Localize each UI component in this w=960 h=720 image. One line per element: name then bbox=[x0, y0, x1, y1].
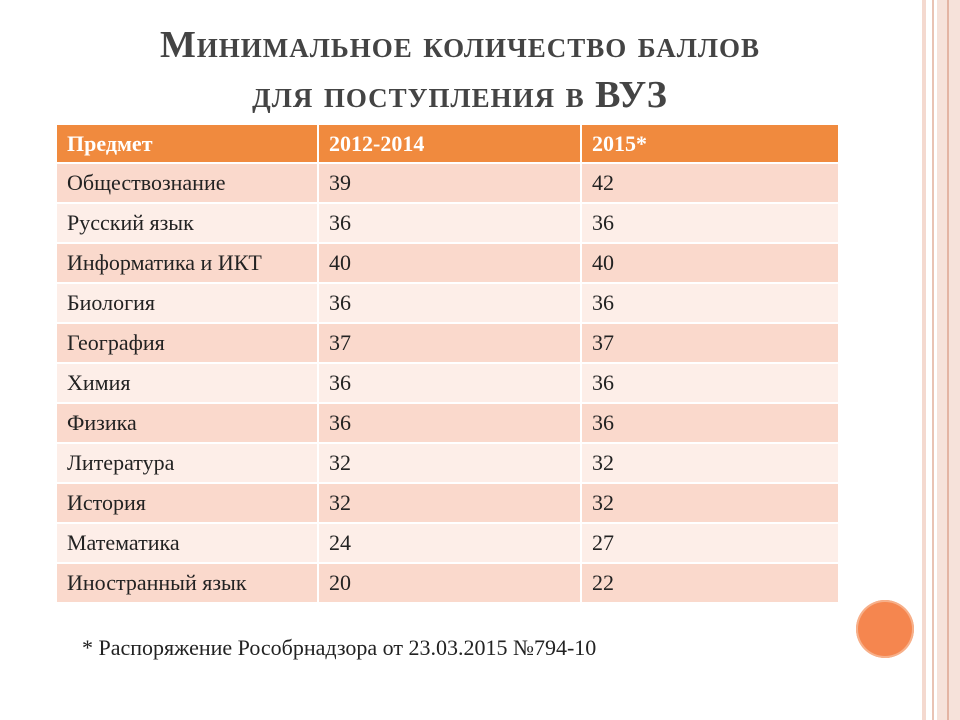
cell-score-2015: 32 bbox=[581, 443, 839, 483]
cell-score-2015: 27 bbox=[581, 523, 839, 563]
cell-subject: История bbox=[57, 483, 318, 523]
cell-subject: Обществознание bbox=[57, 163, 318, 203]
cell-score-2012-2014: 36 bbox=[318, 203, 581, 243]
slide-title-line-1: Минимальное количество баллов bbox=[159, 24, 761, 66]
table-row bbox=[57, 323, 839, 363]
table-row bbox=[57, 163, 839, 203]
header-subject: Предмет bbox=[57, 125, 318, 163]
cell-subject: Химия bbox=[57, 363, 318, 403]
cell-score-2012-2014: 20 bbox=[318, 563, 581, 603]
cell-subject: Иностранный язык bbox=[57, 563, 318, 603]
scores-table bbox=[57, 125, 840, 604]
cell-score-2015: 22 bbox=[581, 563, 839, 603]
cell-score-2012-2014: 32 bbox=[318, 443, 581, 483]
cell-score-2012-2014: 24 bbox=[318, 523, 581, 563]
cell-subject: География bbox=[57, 323, 318, 363]
table-row bbox=[57, 443, 839, 483]
slide-title bbox=[40, 20, 880, 120]
cell-score-2015: 42 bbox=[581, 163, 839, 203]
cell-subject: Биология bbox=[57, 283, 318, 323]
cell-score-2015: 32 bbox=[581, 483, 839, 523]
cell-subject: Русский язык bbox=[57, 203, 318, 243]
table-row bbox=[57, 283, 839, 323]
cell-score-2012-2014: 36 bbox=[318, 283, 581, 323]
cell-score-2015: 36 bbox=[581, 363, 839, 403]
decor-circle bbox=[856, 600, 914, 658]
table-row bbox=[57, 203, 839, 243]
cell-score-2015: 36 bbox=[581, 203, 839, 243]
table-row bbox=[57, 523, 839, 563]
table-row bbox=[57, 243, 839, 283]
decor-stripe bbox=[922, 0, 926, 720]
table-row bbox=[57, 483, 839, 523]
cell-score-2012-2014: 39 bbox=[318, 163, 581, 203]
cell-score-2015: 37 bbox=[581, 323, 839, 363]
table-header-row bbox=[57, 125, 839, 163]
cell-score-2015: 36 bbox=[581, 283, 839, 323]
footnote: * Распоряжение Рособрнадзора от 23.03.2015 №794-10 bbox=[82, 635, 597, 660]
slide-title-line-2: для поступления в ВУЗ bbox=[252, 74, 668, 116]
cell-subject: Математика bbox=[57, 523, 318, 563]
cell-subject: Информатика и ИКТ bbox=[57, 243, 318, 283]
cell-score-2015: 40 bbox=[581, 243, 839, 283]
decor-stripe bbox=[947, 0, 949, 720]
header-2015: 2015* bbox=[581, 125, 839, 163]
cell-subject: Физика bbox=[57, 403, 318, 443]
table-row bbox=[57, 403, 839, 443]
table-row bbox=[57, 363, 839, 403]
cell-score-2012-2014: 37 bbox=[318, 323, 581, 363]
cell-subject: Литература bbox=[57, 443, 318, 483]
cell-score-2015: 36 bbox=[581, 403, 839, 443]
decor-stripe bbox=[932, 0, 934, 720]
table-row bbox=[57, 563, 839, 603]
cell-score-2012-2014: 40 bbox=[318, 243, 581, 283]
cell-score-2012-2014: 36 bbox=[318, 403, 581, 443]
header-2012-2014: 2012-2014 bbox=[318, 125, 581, 163]
cell-score-2012-2014: 36 bbox=[318, 363, 581, 403]
cell-score-2012-2014: 32 bbox=[318, 483, 581, 523]
